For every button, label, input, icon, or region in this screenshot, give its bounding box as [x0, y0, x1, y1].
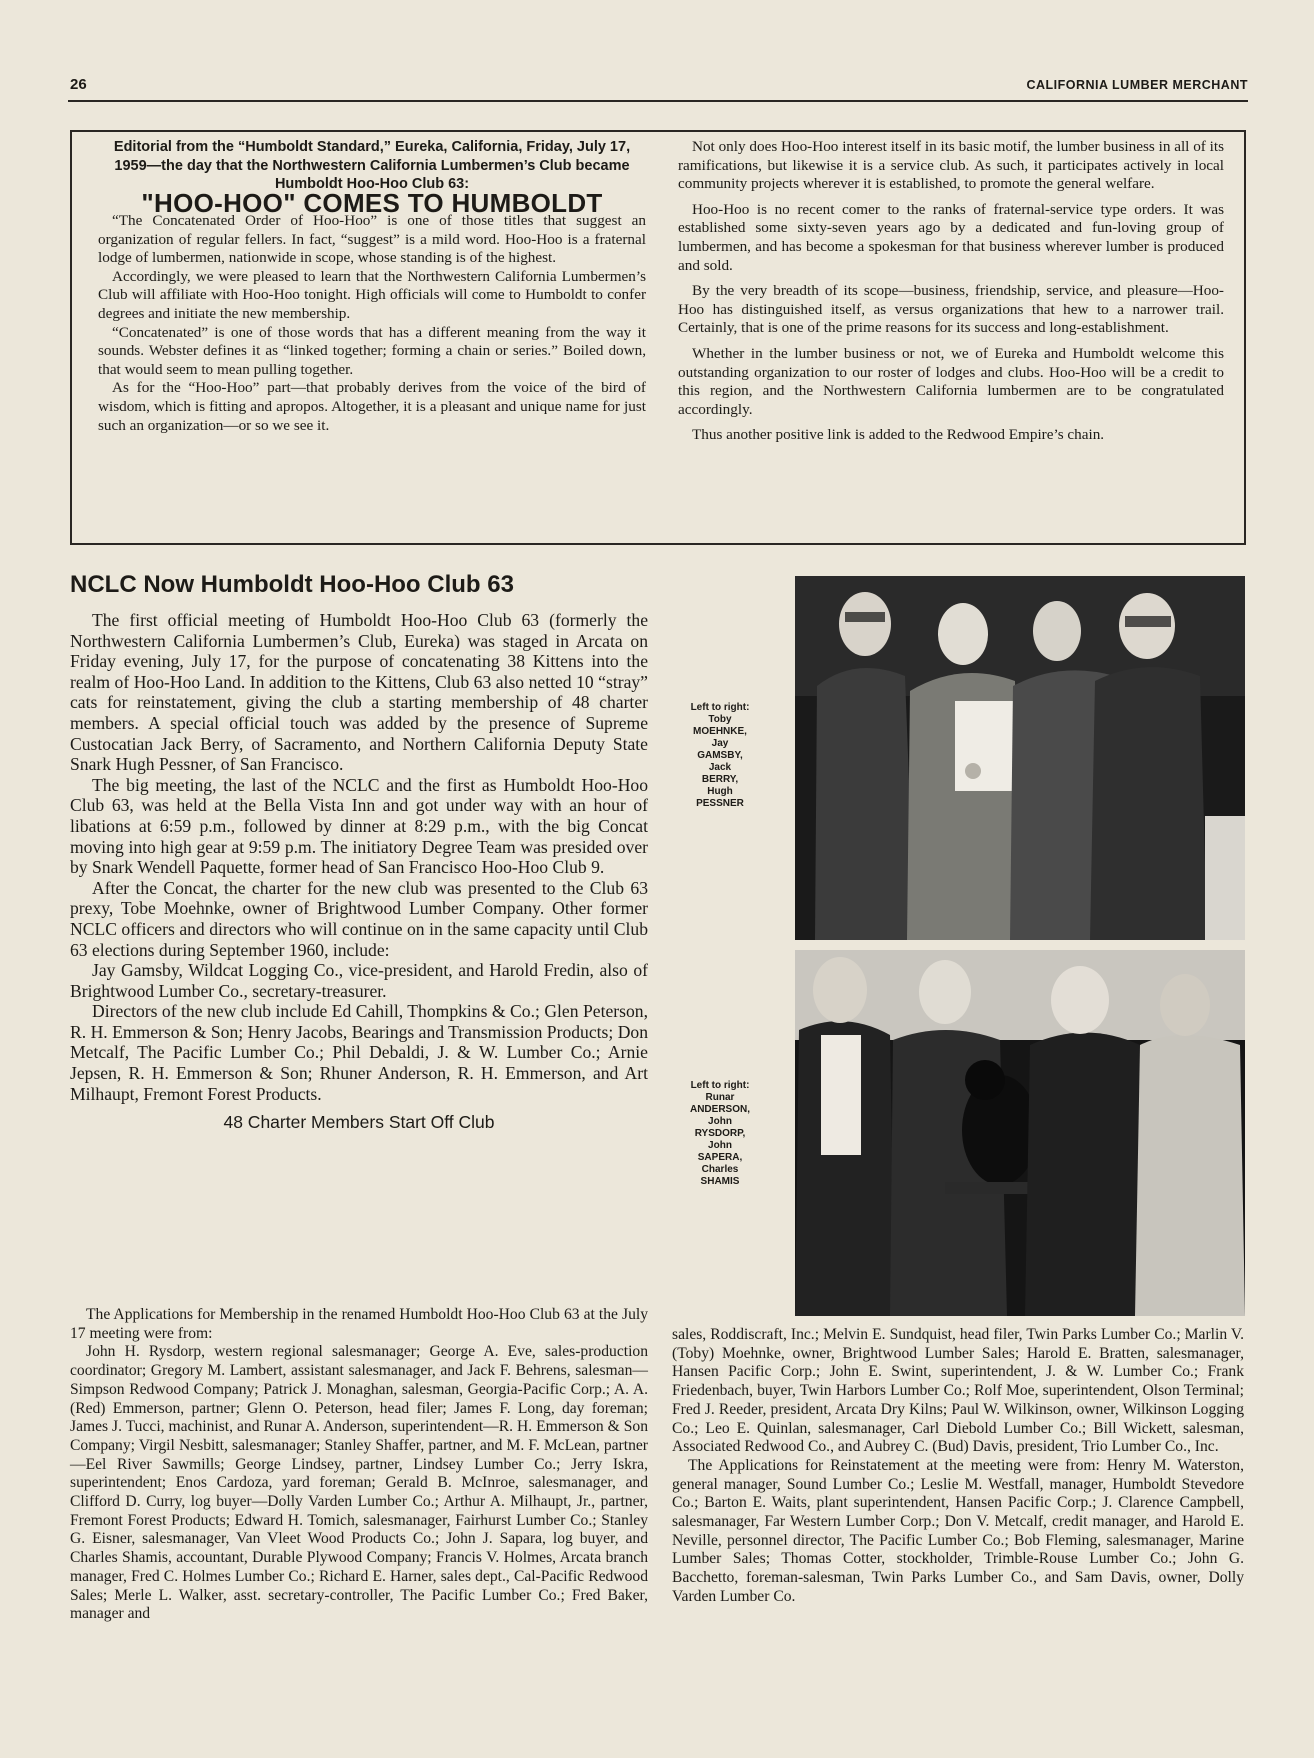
article-paragraph: After the Concat, the charter for the new club was presented to the Club 63 prexy, Tobe Moehnke, owner of Brightwood Lumber Company. Other former NCLC officers and directors who will continue on in the same capacity until Club 63 elections during September 1960, include:	[70, 877, 648, 960]
article-paragraph: Directors of the new club include Ed Cahill, Thompkins & Co.; Glen Peterson, R. H. Emmerson & Son; Henry Jacobs, Bearings and Transmission Products; Don Metcalf, The Pacific Lumber Co.; Phil Debaldi, J. & W. Lumber Co.; Arnie Jepsen, R. H. Emmerson & Son; Rhuner Anderson, R. H. Emmerson, and Art Milhaupt, Fremont Forest Products.	[70, 1001, 648, 1104]
editorial-paragraph: Not only does Hoo-Hoo interest itself in its basic motif, the lumber business in all of its ramifications, but likewise it is a service club. As such, it participates actively in local community projects wherever it is established, to promote the general welfare.	[678, 138, 1224, 193]
members-list-left: John H. Rysdorp, western regional salesmanager; George A. Eve, sales-production coordinator; Gregory M. Lambert, assistant salesmanager, and Jack F. Behrens, salesman—Simpson Redwood Company; Patrick J. Monaghan, salesman, Georgia-Pacific Corp.; A. A. (Red) Emmerson, partner; Glenn O. Peterson, head filer; James F. Long, day foreman; James J. Tucci, machinist, and Runar A. Anderson, superintendent—R. H. Emmerson & Son Company; Virgil Nesbitt, salesmanager; Stanley Shaffer, partner, and M. F. McLean, partner—Eel River Sawmills; George Lindsey, partner, Lindsey Lumber Co.; Jerry Iskra, superintendent; Enos Cardoza, yard foreman; Gerald B. McInroe, salesmanager, and Clifford D. Curry, log buyer—Dolly Varden Lumber Co.; Arthur A. Milhaupt, Jr., partner, Fremont Forest Products; Edward H. Tomich, salesmanager, Fairhurst Lumber Co.; Stanley G. Eisner, salesmanager, Van Vleet Wood Products Co.; John J. Sapara, log buyer, and Charles Shamis, accountant, Durable Plywood Company; Francis V. Holmes, Arcata branch manager, Fred C. Holmes Lumber Co.; Richard E. Harner, sales dept., Cal-Pacific Redwood Sales; Merle L. Walker, asst. secretary-controller, The Pacific Lumber Co.; Fred Baker, manager and	[70, 1343, 648, 1623]
caption-name: John	[708, 1140, 732, 1151]
reinstatement-list: The Applications for Reinstatement at the meeting were from: Henry M. Waterston, general manager, Sound Lumber Co.; Leslie M. Westfall, manager, Humboldt Stevedore Co.; Barton E. Waits, plant superintendent, Hansen Pacific Corp.; J. Clarence Campbell, salesmanager, Far Western Lumber Corp.; Don V. Metcalf, credit manager, and Harold E. Neville, personnel director, The Pacific Lumber Co.; Bob Fleming, salesmanager, Marine Lumber Sales; Thomas Cotter, stockholder, Trimble-Rouse Lumber Co.; John G. Bacchetto, foreman-salesman, Twin Parks Lumber Co., and Sam Davis, owner, Dolly Varden Lumber Co.	[672, 1456, 1244, 1605]
editorial-paragraph: Thus another positive link is added to the Redwood Empire’s chain.	[692, 426, 1105, 444]
editorial-paragraph: “The Concatenated Order of Hoo-Hoo” is one of those titles that suggest an organization of regular fellers. In fact, “suggest” is a mild word. Hoo-Hoo is a fraternal lodge of lumbermen, nationwide in scope, whose standing is of the highest.	[98, 212, 646, 267]
editorial-headline: "HOO-HOO" COMES TO HUMBOLDT	[141, 187, 603, 218]
header-rule	[68, 100, 1248, 102]
editorial-paragraph: As for the “Hoo-Hoo” part—that probably derives from the voice of the bird of wisdom, which is fitting and apropos. Altogether, it is a pleasant and unique name for just such an organization—or so we see it.	[98, 379, 646, 434]
photo1-caption	[678, 702, 762, 810]
caption-name: John	[708, 1116, 732, 1127]
charter-presentation-photo	[795, 576, 1245, 940]
caption-name: Jack	[708, 762, 732, 773]
publication-title: CALIFORNIA LUMBER MERCHANT	[1026, 78, 1248, 92]
editorial-paragraph: Hoo-Hoo is no recent comer to the ranks of fraternal-service type orders. It was established some sixty-seven years ago by a dedicated and fun-loving group of lumbermen, and has become a spokesman for that business wherever lumber is produced and sold.	[678, 200, 1224, 274]
editorial-right-column	[678, 138, 1224, 452]
caption-lead: Left to right:	[690, 702, 750, 713]
caption-name: BERRY,	[701, 774, 739, 785]
caption-name: ANDERSON,	[689, 1104, 750, 1115]
editorial-paragraph: Accordingly, we were pleased to learn that the Northwestern California Lumbermen’s Club will affiliate with Hoo-Hoo tonight. High officials will come to Humboldt to confer degrees and initiate the new membership.	[98, 267, 646, 323]
caption-name: SAPERA,	[697, 1152, 743, 1163]
caption-name: Toby	[708, 714, 732, 725]
article-headline: NCLC Now Humboldt Hoo-Hoo Club 63	[70, 571, 514, 598]
editorial-box	[70, 130, 1246, 545]
article-paragraph: The first official meeting of Humboldt Hoo-Hoo Club 63 (formerly the Northwestern California Lumbermen’s Club, Eureka) was staged in Arcata on Friday evening, July 17, for the purpose of concatenating 38 Kittens into the realm of Hoo-Hoo Land. In addition to the Kittens, Club 63 also netted 10 “stray” cats for reinstatement, giving the club a starting membership of 48 charter members. A special official touch was added by the presence of Supreme Custocatian Jack Berry, of Sacramento, and Northern California Deputy State Snark Hugh Pessner, of San Francisco.	[70, 610, 648, 775]
article-body	[70, 610, 648, 1139]
editorial-paragraph: By the very breadth of its scope—business, friendship, service, and pleasure—Hoo-Hoo has distinguished itself, as versus organizations that hew to a narrower trail. Certainly, that is one of the prime reasons for its success and long-establishment.	[678, 282, 1224, 337]
caption-name: GAMSBY,	[697, 750, 743, 761]
editorial-paragraph: “Concatenated” is one of those words that has a different meaning from the way it sounds. Webster defines it as “linked together; forming a chain or series.” Boiled down, that would seem to mean pulling together.	[98, 323, 646, 378]
members-left-column	[70, 1306, 648, 1624]
article-paragraph: The big meeting, the last of the NCLC and the first as Humboldt Hoo-Hoo Club 63, was held at the Bella Vista Inn and got under way with an hour of libations at 6:59 p.m., followed by dinner at 8:29 p.m., with the big Concat moving into high gear at 9:59 p.m. The initiatory Degree Team was presided over by Snark Wendell Paquette, former head of San Francisco Hoo-Hoo Club 9.	[70, 774, 648, 878]
caption-name: RYSDORP,	[694, 1128, 746, 1139]
editorial-paragraph: Whether in the lumber business or not, we of Eureka and Humboldt welcome this outstanding organization to our roster of lodges and clubs. Hoo-Hoo will be a credit to this region, and the Northwestern California lumbermen are to be congratulated accordingly.	[678, 344, 1224, 418]
caption-name: Jay	[711, 738, 729, 749]
caption-name: SHAMIS	[700, 1176, 740, 1187]
photo2-caption	[678, 1080, 762, 1188]
caption-name: Runar	[705, 1092, 735, 1103]
caption-name: Charles	[701, 1164, 739, 1175]
owl-trophy-photo	[795, 950, 1245, 1316]
article-subhead: 48 Charter Members Start Off Club	[223, 1112, 495, 1133]
editorial-left-column	[98, 138, 646, 435]
members-list-right: sales, Roddiscraft, Inc.; Melvin E. Sundquist, head filer, Twin Parks Lumber Co.; Marlin V. (Toby) Moehnke, owner, Brightwood Lumber Sales; Harold E. Bratten, salesmanager, Hansen Pacific Corp.; John E. Swint, superintendent, J. & W. Lumber Co.; Frank Friedenbach, buyer, Twin Harbors Lumber Co.; Rolf Moe, superintendent, Olson Terminal; Fred J. Reeder, president, Arcata Dry Kilns; Paul W. Wilkinson, owner, Wilkinson Logging Co.; Leo E. Quinlan, salesmanager, Carl Diebold Lumber Co.; Bill Wickett, salesman, Associated Redwood Co., and Aubrey C. (Bud) Davis, president, Trio Lumber Co., Inc.	[672, 1326, 1244, 1456]
editorial-intro: Editorial from the “Humboldt Standard,” Eureka, California, Friday, July 17, 1959—the day that the Northwestern California Lumbermen’s Club became Humboldt Hoo-Hoo Club 63:	[113, 139, 631, 192]
members-right-column	[672, 1326, 1244, 1607]
caption-lead: Left to right:	[690, 1080, 750, 1091]
caption-name: Hugh	[707, 786, 733, 797]
article-paragraph: Jay Gamsby, Wildcat Logging Co., vice-president, and Harold Fredin, also of Brightwood Lumber Co., secretary-treasurer.	[70, 960, 648, 1001]
page-number: 26	[70, 76, 87, 93]
members-intro: The Applications for Membership in the renamed Humboldt Hoo-Hoo Club 63 at the July 17 meeting were from:	[70, 1306, 648, 1342]
caption-name: PESSNER	[696, 798, 744, 809]
caption-name: MOEHNKE,	[693, 726, 747, 737]
